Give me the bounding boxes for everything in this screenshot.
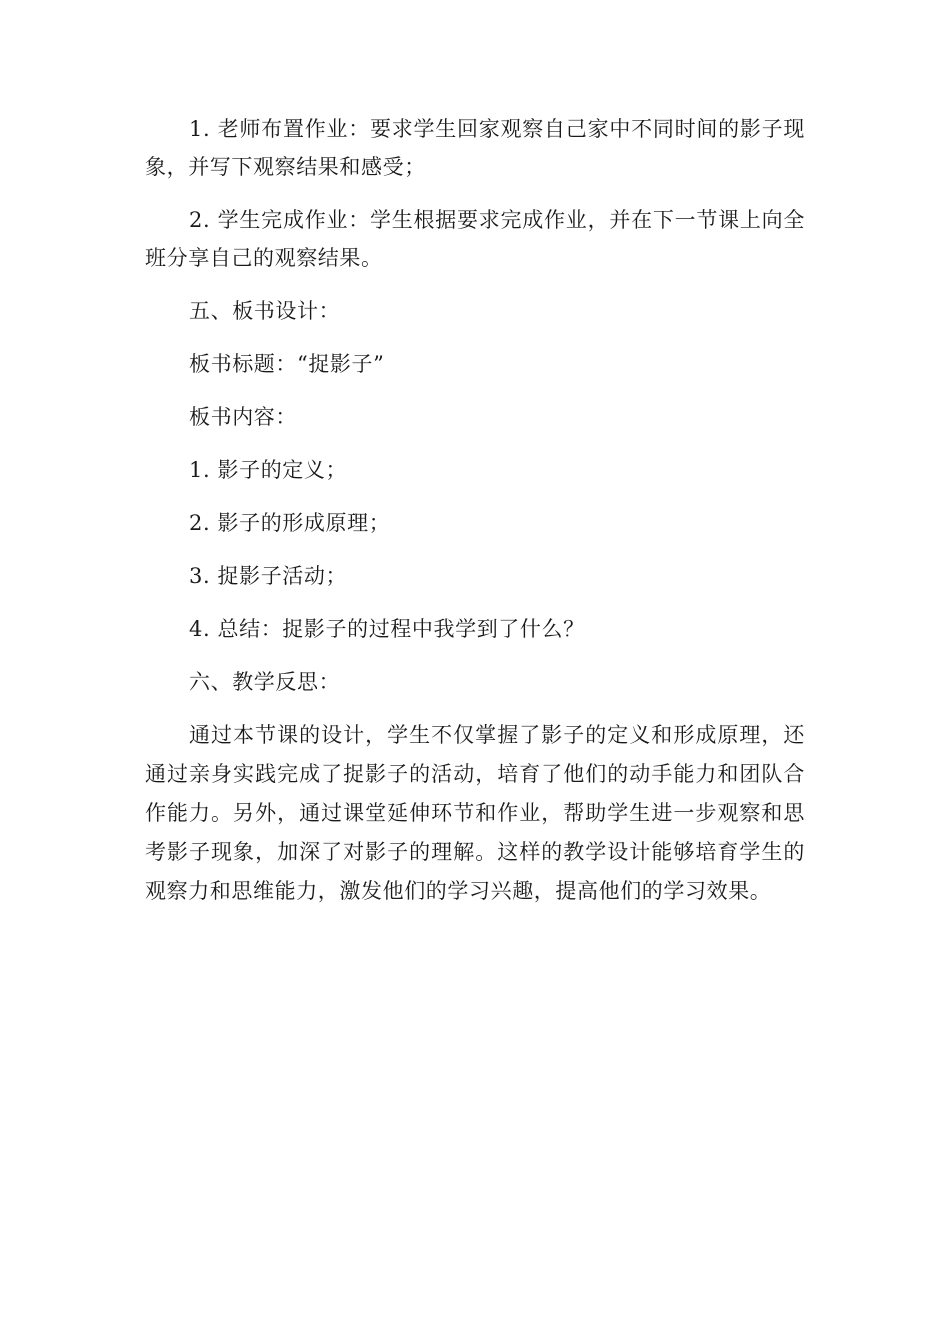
homework-complete-item: 2. 学生完成作业：学生根据要求完成作业，并在下一节课上向全班分享自己的观察结果。 <box>145 208 805 270</box>
section-heading-board-design: 五、板书设计： <box>189 299 341 323</box>
document-body <box>145 110 805 911</box>
board-content-item: 4. 总结：捉影子的过程中我学到了什么？ <box>189 617 585 641</box>
reflection-paragraph: 通过本节课的设计，学生不仅掌握了影子的定义和形成原理，还通过亲身实践完成了捉影子的活动，培育了他们的动手能力和团队合作能力。另外，通过课堂延伸环节和作业，帮助学生进一步观察和思考影子现象，加深了对影子的理解。这样的教学设计能够培育学生的观察力和思维能力，激发他们的学习兴趣，提高他们的学习效果。 <box>145 723 805 903</box>
board-content-item: 1. 影子的定义； <box>189 458 348 482</box>
board-content-item: 2. 影子的形成原理； <box>189 511 391 535</box>
board-title-line: 板书标题：“捉影子” <box>189 352 385 376</box>
homework-assign-item: 1. 老师布置作业：要求学生回家观察自己家中不同时间的影子现象，并写下观察结果和感受； <box>145 117 805 179</box>
board-content-label: 板书内容： <box>189 405 297 429</box>
section-heading-reflection: 六、教学反思： <box>189 670 341 694</box>
board-content-item: 3. 捉影子活动； <box>189 564 348 588</box>
